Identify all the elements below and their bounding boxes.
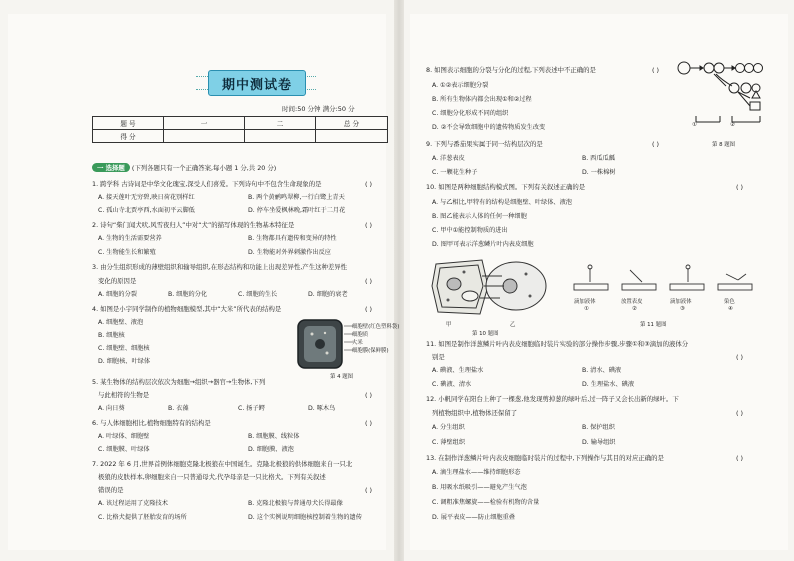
fig8-mark: ② bbox=[730, 122, 735, 128]
score-cell: 二 bbox=[245, 117, 316, 130]
option: D. 展平表皮——防止细胞重叠 bbox=[432, 514, 515, 521]
answer-blank[interactable]: ( ) bbox=[736, 454, 744, 462]
answer-blank[interactable]: ( ) bbox=[365, 486, 373, 494]
cell-division-diagram bbox=[676, 58, 766, 138]
section-header bbox=[92, 163, 276, 172]
option: A. 与乙相比,甲特有的结构是细胞壁、叶绿体、液泡 bbox=[432, 199, 572, 206]
section-instruction: (下列各题只有一个正确答案,每小题 1 分,共 20 分) bbox=[131, 164, 277, 172]
left-page bbox=[8, 14, 386, 550]
option: D. 啄木鸟 bbox=[308, 405, 336, 412]
question-5-stem-cont: 与此相符的生物是 bbox=[98, 391, 150, 399]
option: D. 细胞膜、液泡 bbox=[248, 446, 294, 453]
question-7-stem-cont: 极狼的皮肤样本,卵细胞来自一只普通母犬,代孕母亲是一只比格犬。下列有关叙述 bbox=[98, 473, 326, 481]
fig4-label: 大米 bbox=[352, 340, 363, 346]
option: D. 生理盐水、碘液 bbox=[582, 381, 635, 388]
score-cell: 得 分 bbox=[93, 130, 164, 143]
answer-blank[interactable]: ( ) bbox=[365, 305, 373, 313]
question-6-stem: 6. 与人体细胞相比,植物细胞特有的结构是 bbox=[92, 419, 211, 427]
option: C. 扬子鳄 bbox=[238, 405, 265, 412]
option: C. 比格犬提供了胚胎发育的场所 bbox=[98, 514, 187, 521]
option: A. 洋葱表皮 bbox=[432, 155, 465, 162]
question-11-stem: 11. 如图是制作洋葱鳞片叶内表皮细胞临时装片实验的部分操作步骤,步骤①和③滴加的液体分 bbox=[426, 340, 689, 348]
option: C. 细胞膜、叶绿体 bbox=[98, 446, 150, 453]
fig10-caption: 第 10 题图 bbox=[472, 331, 499, 337]
question-5-stem: 5. 某生物体的结构层次依次为细胞→组织→器官→生物体,下列 bbox=[92, 378, 266, 386]
option: D. ②不会导致细胞中的遗传物质发生改变 bbox=[432, 124, 546, 131]
score-cell: 一 bbox=[164, 117, 245, 130]
option: B. 图乙能表示人体的任何一种细胞 bbox=[432, 213, 527, 220]
option: B. 克隆北极狼与普通母犬长得最像 bbox=[248, 500, 343, 507]
fig4-label: 细胞壁(红色塑料袋) bbox=[352, 324, 400, 330]
option: D. 一株棉树 bbox=[582, 169, 616, 176]
option: C. 细胞壁、细胞核 bbox=[98, 345, 150, 352]
score-cell bbox=[316, 130, 388, 143]
fig10-label: 乙 bbox=[510, 322, 516, 328]
option: A. 碘液、生理盐水 bbox=[432, 367, 484, 374]
question-2-stem: 2. 诗句“柴门闻犬吠,风雪夜归人”中对“犬”的描写体现的生物基本特征是 bbox=[92, 221, 295, 229]
option: C. 细胞的生长 bbox=[238, 291, 278, 298]
fig11-num: ③ bbox=[680, 306, 685, 312]
option: C. 孤山寺北贾亭西,水面初平云脚低 bbox=[98, 207, 195, 214]
question-9-stem: 9. 下列与番茄果实属于同一结构层次的是 bbox=[426, 140, 543, 148]
option: A. 生物的生活需要营养 bbox=[98, 235, 162, 242]
question-1-stem: 1. 跨学科 古诗词是中华文化瑰宝,深受人们喜爱。下列诗句中不包含生命现象的是 bbox=[92, 180, 322, 188]
option: B. 细胞膜、线粒体 bbox=[248, 433, 300, 440]
slide-steps-diagram bbox=[570, 264, 770, 296]
answer-blank[interactable]: ( ) bbox=[365, 180, 373, 188]
fig11-step: 滴加液体 bbox=[574, 299, 596, 305]
question-11-stem-cont: 别是 bbox=[432, 353, 445, 361]
cell-model-figure bbox=[296, 318, 346, 372]
question-3-stem-cont: 变化的原因是 bbox=[98, 277, 137, 285]
option: B. 衣藻 bbox=[168, 405, 189, 412]
cell-structure-diagram bbox=[430, 256, 560, 318]
option: A. 细胞的分裂 bbox=[98, 291, 137, 298]
fig4-label: 细胞膜(保鲜膜) bbox=[352, 348, 389, 354]
section-badge: 一 选择题 bbox=[92, 163, 130, 172]
time-score-info: 时间:50 分钟 满分:50 分 bbox=[282, 105, 355, 113]
answer-blank[interactable]: ( ) bbox=[365, 277, 373, 285]
option: B. 细胞的分化 bbox=[168, 291, 208, 298]
option: B. 西瓜瓜瓤 bbox=[582, 155, 615, 162]
option: C. 生物能生长和繁殖 bbox=[98, 249, 156, 256]
question-8-stem: 8. 如图表示细胞的分裂与分化的过程,下列表述中不正确的是 bbox=[426, 66, 596, 74]
fig11-num: ④ bbox=[728, 306, 733, 312]
option: C. 薄壁组织 bbox=[432, 439, 466, 446]
question-12-stem-cont: 列植物组织中,植物体还保留了 bbox=[432, 409, 518, 417]
option: A. 向日葵 bbox=[98, 405, 125, 412]
fig11-step: 滴加液体 bbox=[670, 299, 692, 305]
answer-blank[interactable]: ( ) bbox=[365, 221, 373, 229]
answer-blank[interactable]: ( ) bbox=[365, 391, 373, 399]
option: A. 细胞壁、液泡 bbox=[98, 319, 144, 326]
score-cell bbox=[164, 130, 245, 143]
score-cell: 总 分 bbox=[316, 117, 388, 130]
score-cell bbox=[245, 130, 316, 143]
answer-blank[interactable]: ( ) bbox=[652, 140, 660, 148]
fig4-caption: 第 4 题图 bbox=[330, 374, 354, 380]
answer-blank[interactable]: ( ) bbox=[736, 353, 744, 361]
option: A. 分生组织 bbox=[432, 424, 465, 431]
answer-blank[interactable]: ( ) bbox=[652, 66, 660, 74]
title-banner bbox=[208, 70, 306, 96]
score-cell: 题 号 bbox=[93, 117, 164, 130]
answer-blank[interactable]: ( ) bbox=[736, 409, 744, 417]
score-table-score-row bbox=[93, 130, 388, 143]
option: A. 该过程运用了克隆技术 bbox=[98, 500, 168, 507]
fig4-label: 细胞质 bbox=[352, 332, 369, 338]
fig10-label: 甲 bbox=[446, 322, 452, 328]
answer-blank[interactable]: ( ) bbox=[736, 183, 744, 191]
option: A. 滴生理盐水——维持细胞形态 bbox=[432, 469, 521, 476]
option: B. 两个黄鹂鸣翠柳,一行白鹭上青天 bbox=[248, 194, 345, 201]
fig8-mark: ① bbox=[692, 122, 697, 128]
option: A. 接天莲叶无穷碧,映日荷花别样红 bbox=[98, 194, 195, 201]
option: B. 用吸水纸吸引——避免产生气泡 bbox=[432, 484, 527, 491]
option: D. 细胞核、叶绿体 bbox=[98, 358, 151, 365]
fig11-step: 放置表皮 bbox=[621, 299, 643, 305]
question-12-stem: 12. 小帆同学在阳台上种了一棵葱,他发现剪掉葱的绿叶后,过一阵子又会长出新的绿叶。下 bbox=[426, 395, 679, 403]
option: C. 一颗花生种子 bbox=[432, 169, 478, 176]
option: C. 甲中①能控制物质的进出 bbox=[432, 227, 508, 234]
page-gutter bbox=[394, 0, 404, 561]
question-10-stem: 10. 如图是两种细胞结构模式图。下列有关叙述正确的是 bbox=[426, 183, 586, 191]
option: D. 细胞的衰老 bbox=[308, 291, 348, 298]
option: C. 调粗准焦螺旋——检验有机物的含量 bbox=[432, 499, 540, 506]
option: A. 叶绿体、细胞壁 bbox=[98, 433, 150, 440]
option: D. 这个实例说明细胞核控制着生物的遗传 bbox=[248, 514, 362, 521]
score-table-header-row bbox=[93, 117, 388, 130]
question-4-stem: 4. 如图是小宇同学制作的植物细胞模型,其中“大米”所代表的结构是 bbox=[92, 305, 282, 313]
option: A. ①②表示细胞分裂 bbox=[432, 82, 489, 89]
option: D. 输导组织 bbox=[582, 439, 616, 446]
fig11-caption: 第 11 题图 bbox=[640, 322, 667, 328]
fig11-num: ① bbox=[584, 306, 589, 312]
question-7-stem: 7. 2022 年 6 月,世界首例体细胞克隆北极狼在中国诞生。克隆北极狼的供体细胞来自一只北 bbox=[92, 460, 353, 468]
option: D. 停车坐爱枫林晚,霜叶红于二月花 bbox=[248, 207, 346, 214]
option: B. 细胞核 bbox=[98, 332, 125, 339]
answer-blank[interactable]: ( ) bbox=[365, 419, 373, 427]
option: B. 保护组织 bbox=[582, 424, 615, 431]
option: C. 碘液、清水 bbox=[432, 381, 472, 388]
option: C. 细胞分化形成不同的组织 bbox=[432, 110, 509, 117]
question-3-stem: 3. 由分生组织形成的薄壁组织和输导组织,在形态结构和功能上出现差异性,产生这种差异性 bbox=[92, 263, 348, 271]
question-7-stem-cont: 错误的是 bbox=[98, 486, 124, 494]
option: D. 图甲可表示洋葱鳞片叶内表皮细胞 bbox=[432, 241, 534, 248]
option: B. 生物都具有遗传和变异的特性 bbox=[248, 235, 337, 242]
fig11-step: 染色 bbox=[724, 299, 735, 305]
fig11-num: ② bbox=[632, 306, 637, 312]
option: B. 所有生物体内都会出现①和②过程 bbox=[432, 96, 532, 103]
question-13-stem: 13. 在制作洋葱鳞片叶内表皮细胞临时装片的过程中,下列操作与其目的对应正确的是 bbox=[426, 454, 664, 462]
fig8-caption: 第 8 题图 bbox=[712, 142, 736, 148]
score-table bbox=[92, 116, 388, 143]
option: B. 清水、碘液 bbox=[582, 367, 622, 374]
page-title: 期中测试卷 bbox=[221, 77, 292, 93]
option: D. 生物能对外界刺激作出反应 bbox=[248, 249, 331, 256]
